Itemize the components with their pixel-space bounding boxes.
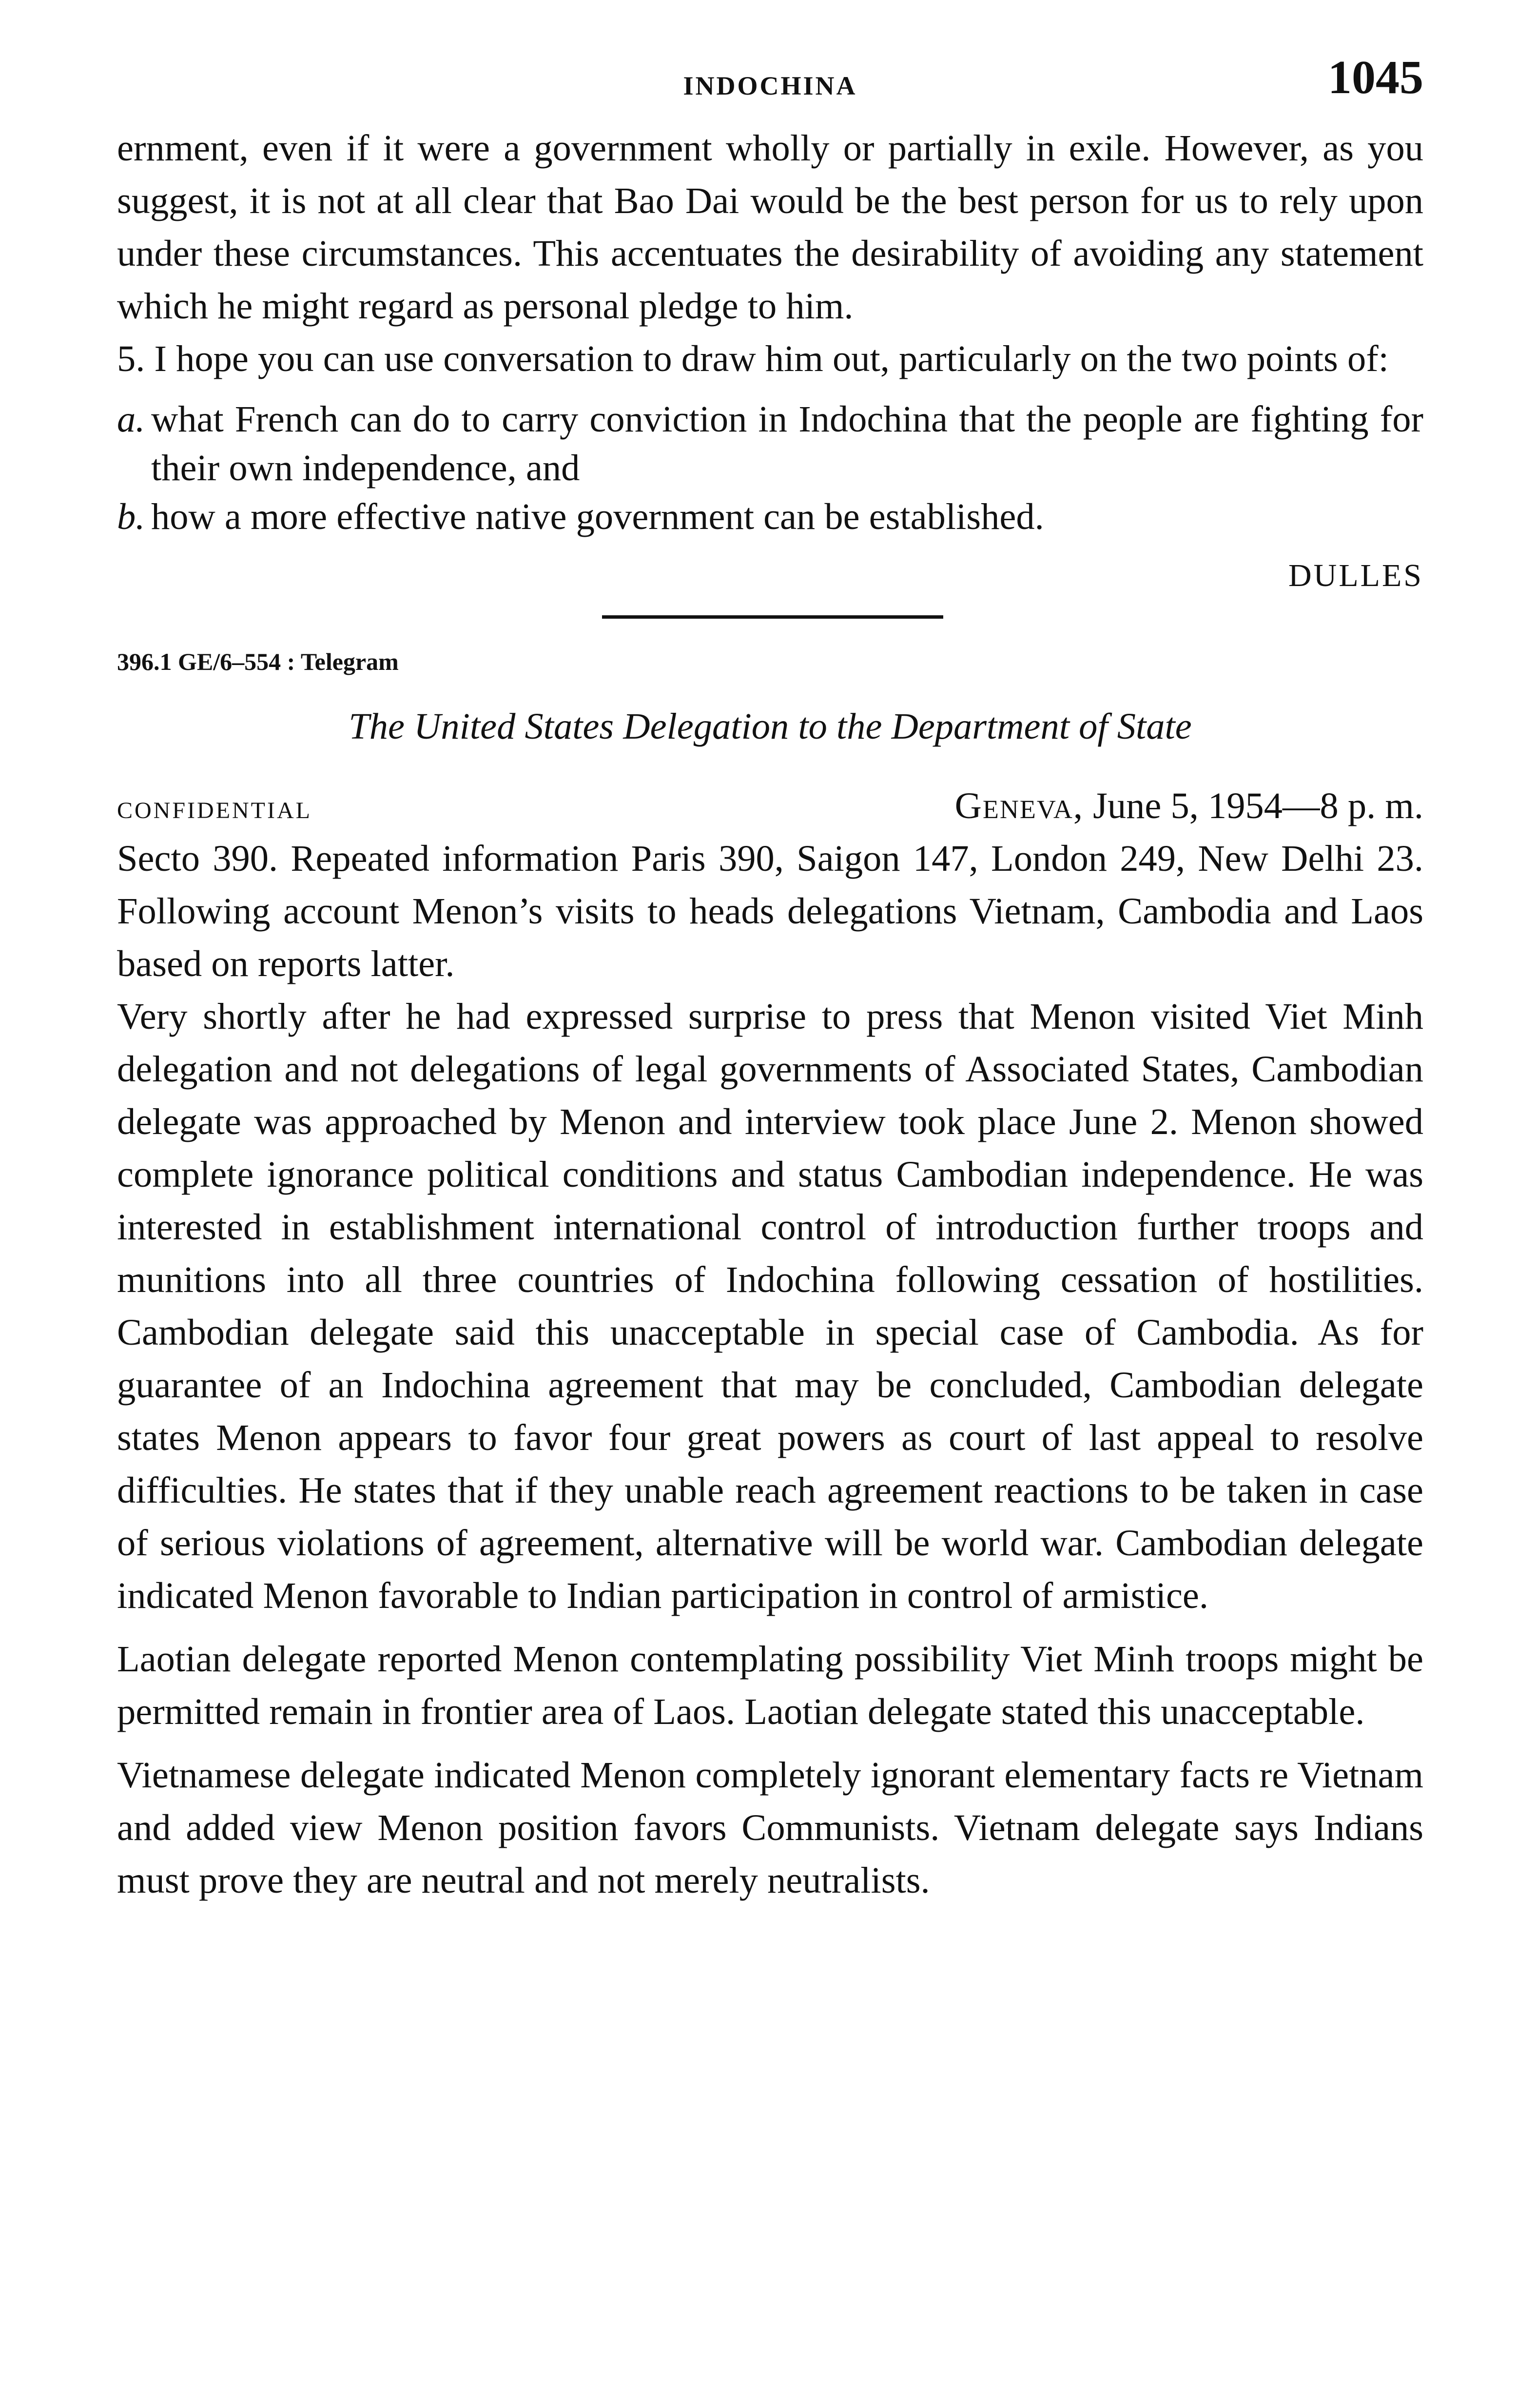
list-letter: b.: [117, 496, 145, 537]
list-letter: a.: [117, 398, 145, 440]
classification-label: CONFIDENTIAL: [117, 797, 312, 823]
telegram-paragraph-3: Laotian delegate reported Menon contemplating possibility Viet Minh troops might be permitted remain in frontier area of Laos. Laotian delegate stated this unacceptable.: [117, 1638, 1423, 1732]
continuation-paragraph: ernment, even if it were a government wholly or partially in exile. However, as you suggest, it is not at all clear that Bao Dai would be the best person for us to rely upon under these circumstances. This accentuates the desirability of avoiding any statement which he might regard as personal pledge to him.: [117, 127, 1423, 327]
point-5-paragraph: 5. I hope you can use conversation to draw him out, particularly on the two points of:: [117, 338, 1389, 379]
list-item: [117, 395, 1423, 492]
dateline-city: Geneva,: [954, 784, 1084, 826]
list-item: [117, 492, 1423, 541]
list-text: what French can do to carry conviction in Indochina that the people are fighting for their own independence, and: [151, 398, 1423, 489]
running-head: [117, 44, 1423, 122]
points-list: [117, 395, 1423, 541]
dateline-date: June 5, 1954—8 p. m.: [1093, 784, 1423, 826]
dateline-row: [117, 784, 1423, 826]
dateline: [954, 784, 1423, 826]
page-number: 1045: [1328, 51, 1423, 104]
paragraph-spacer: [117, 1738, 1423, 1749]
list-text: how a more effective native government can be established.: [151, 496, 1044, 537]
section-divider: [117, 592, 1423, 641]
telegram-paragraph-2: Very shortly after he had expressed surprise to press that Menon visited Viet Minh delegation and not delegations of legal governments of Associated States, Cambodian delegate was approached by Menon and interview took place June 2. Menon showed complete ignorance political conditions and status Cambodian independence. He was interested in establishment international control of introduction further troops and munitions into all three countries of Indochina following cessation of hostilities. Cambodian delegate said this unacceptable in special case of Cambodia. As for guarantee of an Indochina agreement that may be concluded, Cambodian delegate states Menon appears to favor four great powers as court of last appeal to resolve difficulties. He states that if they unable reach agreement reactions to be taken in case of serious violations of agreement, alternative will be world war. Cambodian delegate indicated Menon favorable to Indian participation in control of armistice.: [117, 996, 1423, 1616]
signature: DULLES: [1288, 558, 1423, 593]
telegram-paragraph-1: Secto 390. Repeated information Paris 390, Saigon 147, London 249, New Delhi 23. Following account Menon’s visits to heads delegations Vietnam, Cambodia and Laos based on reports latter.: [117, 838, 1423, 984]
document-file-id: 396.1 GE/6–554 : Telegram: [117, 648, 399, 675]
document-page: [117, 44, 1423, 2374]
telegram-paragraph-4: Vietnamese delegate indicated Menon completely ignorant elementary facts re Vietnam and added view Menon position favors Communists. Vietnam delegate says Indians must prove they are neutral and not merely neutralists.: [117, 1754, 1423, 1901]
running-title: INDOCHINA: [683, 71, 857, 100]
document-title: The United States Delegation to the Department of State: [349, 705, 1192, 747]
divider-line: [602, 615, 943, 619]
paragraph-spacer: [117, 1622, 1423, 1633]
